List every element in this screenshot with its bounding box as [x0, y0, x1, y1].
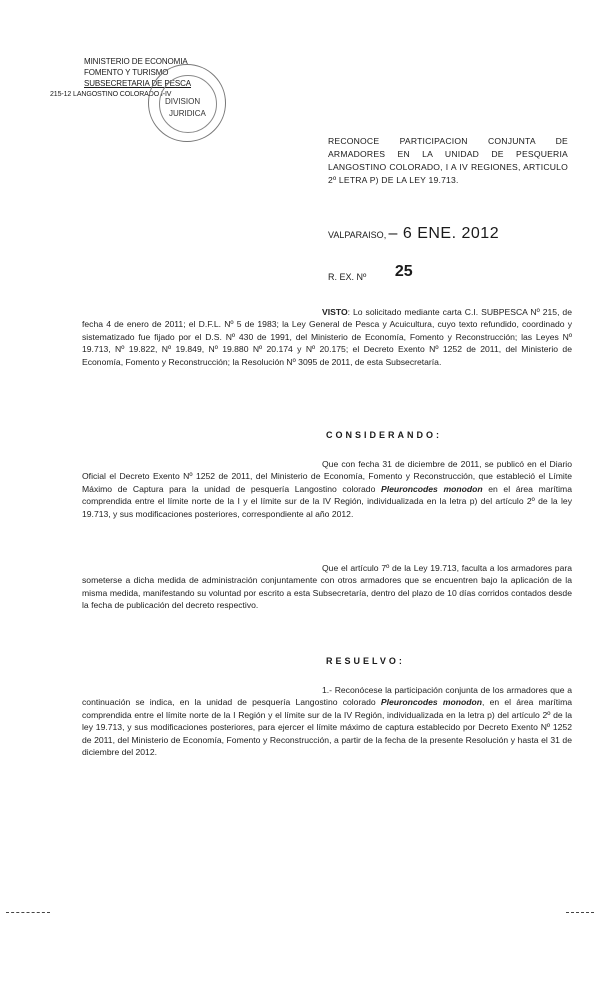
footer-dash-left: [6, 912, 50, 913]
date-line: [328, 225, 499, 243]
resuelvo-p1-text-b: , en el área marítima comprendida entre el límite norte de la I Región y el límite sur de la IV Región, individualizada en la letra p) del artículo 2º de la ley 19.713, y sus modificaciones posteriores, para ejercer el límite máximo de captura establecido por Decreto Exento Nº 1252 de 2011, del Ministerio de Economía, Fomento y Reconstrucción, a partir de la fecha de la presente Resolución y hasta el 31 de diciembre del 2012.: [82, 697, 573, 758]
resuelvo-paragraph-1: [82, 684, 572, 758]
resuelvo-p1-species: Pleuroncodes monodon: [380, 697, 483, 708]
letterhead-fomento: FOMENTO Y TURISMO: [84, 68, 169, 77]
letterhead-subsecretaria: SUBSECRETARIA DE PESCA: [84, 79, 192, 88]
visto-label: VISTO: [322, 307, 348, 317]
considerando-p1-species: Pleuroncodes monodon: [381, 483, 483, 494]
resuelvo-p1-text-a: 1.- Reconócese la participación conjunta de los armadores que a continuación se indica, en la unidad de pesquería Langostino colorado: [82, 685, 572, 708]
date-stamp: – 6 ENE. 2012: [388, 225, 500, 242]
juridica-stamp: [148, 64, 226, 142]
stamp-text-division: DIVISION: [165, 97, 201, 106]
visto-section: [82, 306, 572, 368]
considerando-paragraph-1: [82, 458, 572, 520]
considerando-p1-text-b: en el área marítima comprendida entre el límite norte de la I y el límite sur de la IV Región, individualizada en la letra p) del artículo 2º de la ley 19.713, y sus modificaciones posteriores, correspondiente al año 2012.: [82, 483, 572, 519]
considerando-paragraph-2: [82, 562, 572, 612]
resolution-reference: RECONOCE PARTICIPACION CONJUNTA DE ARMADORES EN LA UNIDAD DE PESQUERIA LANGOSTINO COLORADO, I A IV REGIONES, ARTICULO 2º LETRA P) DE LA LEY 19.713.: [328, 136, 568, 185]
considerando-heading: CONSIDERANDO:: [326, 430, 443, 440]
stamp-text-juridica: JURIDICA: [169, 109, 206, 118]
rex-number: 25: [394, 263, 413, 280]
considerando-p1-text-a: Que con fecha 31 de diciembre de 2011, se publicó en el Diario Oficial el Decreto Exento Nº 1252 de 2011, del Ministerio de Economía, Fomento y Reconstrucción, que estableció el Límite Máximo de Captura para la unidad de pesquería Langostino colorado: [82, 459, 572, 494]
letterhead-file-ref: 215-12 LANGOSTINO COLORADO I-IV: [50, 91, 172, 98]
rex-label: R. EX. Nº: [328, 272, 367, 282]
resuelvo-heading: RESUELVO:: [326, 656, 405, 666]
considerando-p2-text: Que el artículo 7º de la Ley 19.713, faculta a los armadores para someterse a dicha medida de administración conjuntamente con otros armadores que se encuentren bajo la aplicación de la misma medida, manifestando su voluntad por escrito a esta Subsecretaría, dentro del plazo de 10 días corridos contados desde la fecha de publicación del decreto respectivo.: [82, 563, 572, 611]
letterhead-ministry: MINISTERIO DE ECONOMIA: [84, 57, 188, 66]
footer-dash-right: [566, 912, 594, 913]
resolution-number-line: [328, 263, 413, 285]
place-label: VALPARAISO,: [328, 230, 387, 240]
visto-text: : Lo solicitado mediante carta C.I. SUBPESCA Nº 215, de fecha 4 de enero de 2011; el D.F.L. Nº 5 de 1983; la Ley General de Pesca y Acuicultura, cuyo texto refundido, coordinado y sistematizado fue fijado por el D.S. Nº 430 de 1991, del Ministerio de Economía, Fomento y Reconstrucción; las Leyes Nº 19.713, Nº 19.822, Nº 19.849, Nº 19.880 Nº 20.174 y Nº 20.175; el Decreto Exento Nº 1252 de 2011, del Ministerio de Economía, Fomento y Reconstrucción; la Resolución Nº 3095 de 2011, de esta Subsecretaría.: [82, 307, 572, 367]
